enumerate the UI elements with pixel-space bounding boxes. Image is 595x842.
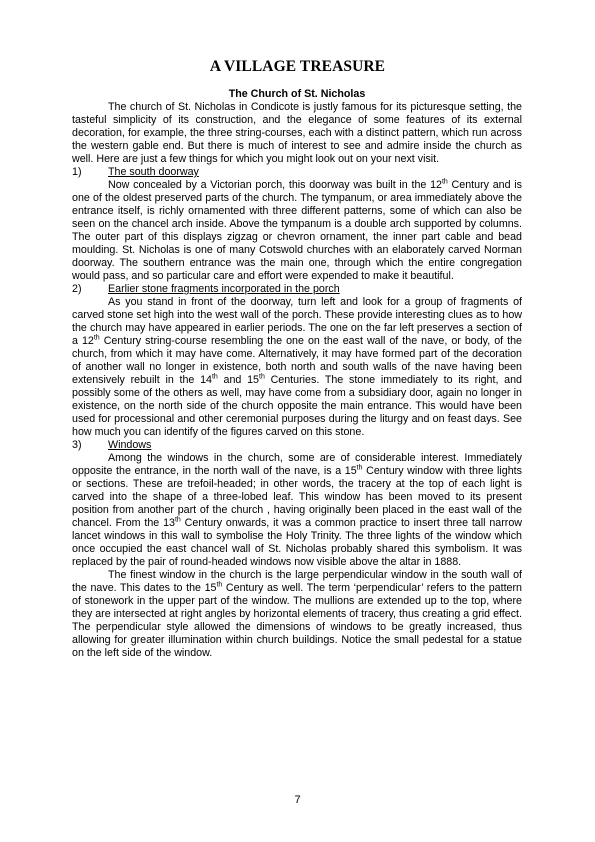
section-paragraph (72, 179, 522, 283)
section-title: The south doorway (108, 166, 199, 178)
text-run: and 15 (217, 374, 259, 386)
document-title: A VILLAGE TREASURE (209, 58, 386, 75)
text-run: As you stand in front of the doorway, turn left and look for a group of fragments of carved stone set high into the west wall of the porch. These provide interesting clues as to how the church may have appeared in earlier periods. The one on the far left preserves a section of a 12 (72, 296, 522, 347)
ordinal-superscript: th (93, 334, 100, 342)
section-paragraph (72, 452, 522, 569)
text-run: The finest window in the church is the large perpendicular window in the south wall of the nave. This dates to the 15 (72, 569, 522, 594)
section-title: Windows (108, 439, 152, 451)
ordinal-superscript: th (211, 373, 218, 381)
document-body (72, 88, 522, 660)
ordinal-superscript: th (174, 516, 181, 524)
sections-container (72, 166, 522, 660)
ordinal-superscript: th (356, 464, 363, 472)
page-number: 7 (294, 794, 301, 806)
section-heading (72, 166, 522, 179)
section-heading (72, 439, 522, 452)
ordinal-superscript: th (259, 373, 265, 381)
ordinal-superscript: th (441, 178, 448, 186)
text-run: Century window with three lights or sections. These are trefoil-headed; in other words, the tracery at the top of each light is carved into the shape of a three-lobed leaf. This window has been moved to its present position from another part of the church , having originally been placed in the east wall of the chancel. From the 13 (72, 465, 522, 529)
text-run: Century string-course resembling the one on the east wall of the nave, or body, of the church, from which it may have come. Alternatively, it may have formed part of the decoration of another wall no longer in existence, both north and south walls of the nave having been extensively rebuilt in the 14 (72, 335, 522, 386)
section-title: Earlier stone fragments incorporated in the porch (108, 283, 340, 295)
section-heading (72, 283, 522, 296)
section-paragraph (72, 296, 522, 439)
text-run: Century onwards, it was a common practice to insert three tall narrow lancet windows in this wall to symbolise the Holy Trinity. The three lights of the window which once occupied the east chancel wall of St. Nicholas probably shared this symbolism. It was replaced by the pair of round-headed windows now visible above the altar in 1888. (72, 517, 522, 568)
text-run: Century as well. The term ‘perpendicular’ refers to the pattern of stonework in the upper part of the window. The mullions are extended up to the top, where they are intersected at right angles by horizontal elements of tracery, thus creating a grid effect. The perpendicular style allowed the dimensions of windows to be greatly increased, thus allowing for greater illumination within church buildings. Notice the small pedestal for a statue on the left side of the window. (72, 582, 522, 659)
section-paragraph (72, 569, 522, 660)
intro-paragraph: The church of St. Nicholas in Condicote is justly famous for its picturesque setting, the tasteful simplicity of its construction, and the elegance of some features of its external decoration, for example, the three string-courses, each with a distinct pattern, which run across the western gable end. But there is much of interest to see and admire inside the church as well. Here are just a few things for which you might look out on your next visit. (72, 101, 522, 165)
document-subtitle: The Church of St. Nicholas (228, 88, 366, 100)
text-run: Now concealed by a Victorian porch, this doorway was built in the 12 (108, 179, 442, 191)
section-number: 3) (72, 439, 82, 451)
text-run: Centuries. The stone immediately to its right, and possibly some of the others as well, may have come from a subsidiary door, again no longer in existence, on the north side of the church opposite the main entrance. This would have been used for processional and other ceremonial purposes during the liturgy and on feast days. See how much you can identify of the figures carved on this stone. (72, 374, 522, 438)
text-run: Century and is one of the oldest preserved parts of the church. The tympanum, or area immediately above the entrance itself, is richly ornamented with three different patterns, some of which can also be seen on the chancel arch inside. Above the tympanum is a double arch supported by columns. The outer part of this displays zigzag or chevron ornament, the inner part cable and bead moulding. St. Nicholas is one of many Cotswold churches with an elaborately carved Norman doorway. The southern entrance was the main one, through which the entire congregation would pass, and so particular care and effort were expended to make it beautiful. (72, 179, 522, 282)
ordinal-superscript: th (216, 581, 223, 589)
text-run: Among the windows in the church, some are of considerable interest. Immediately opposite the entrance, in the north wall of the nave, is a 15 (72, 452, 522, 477)
section-number: 1) (72, 166, 82, 178)
section-number: 2) (72, 283, 82, 295)
